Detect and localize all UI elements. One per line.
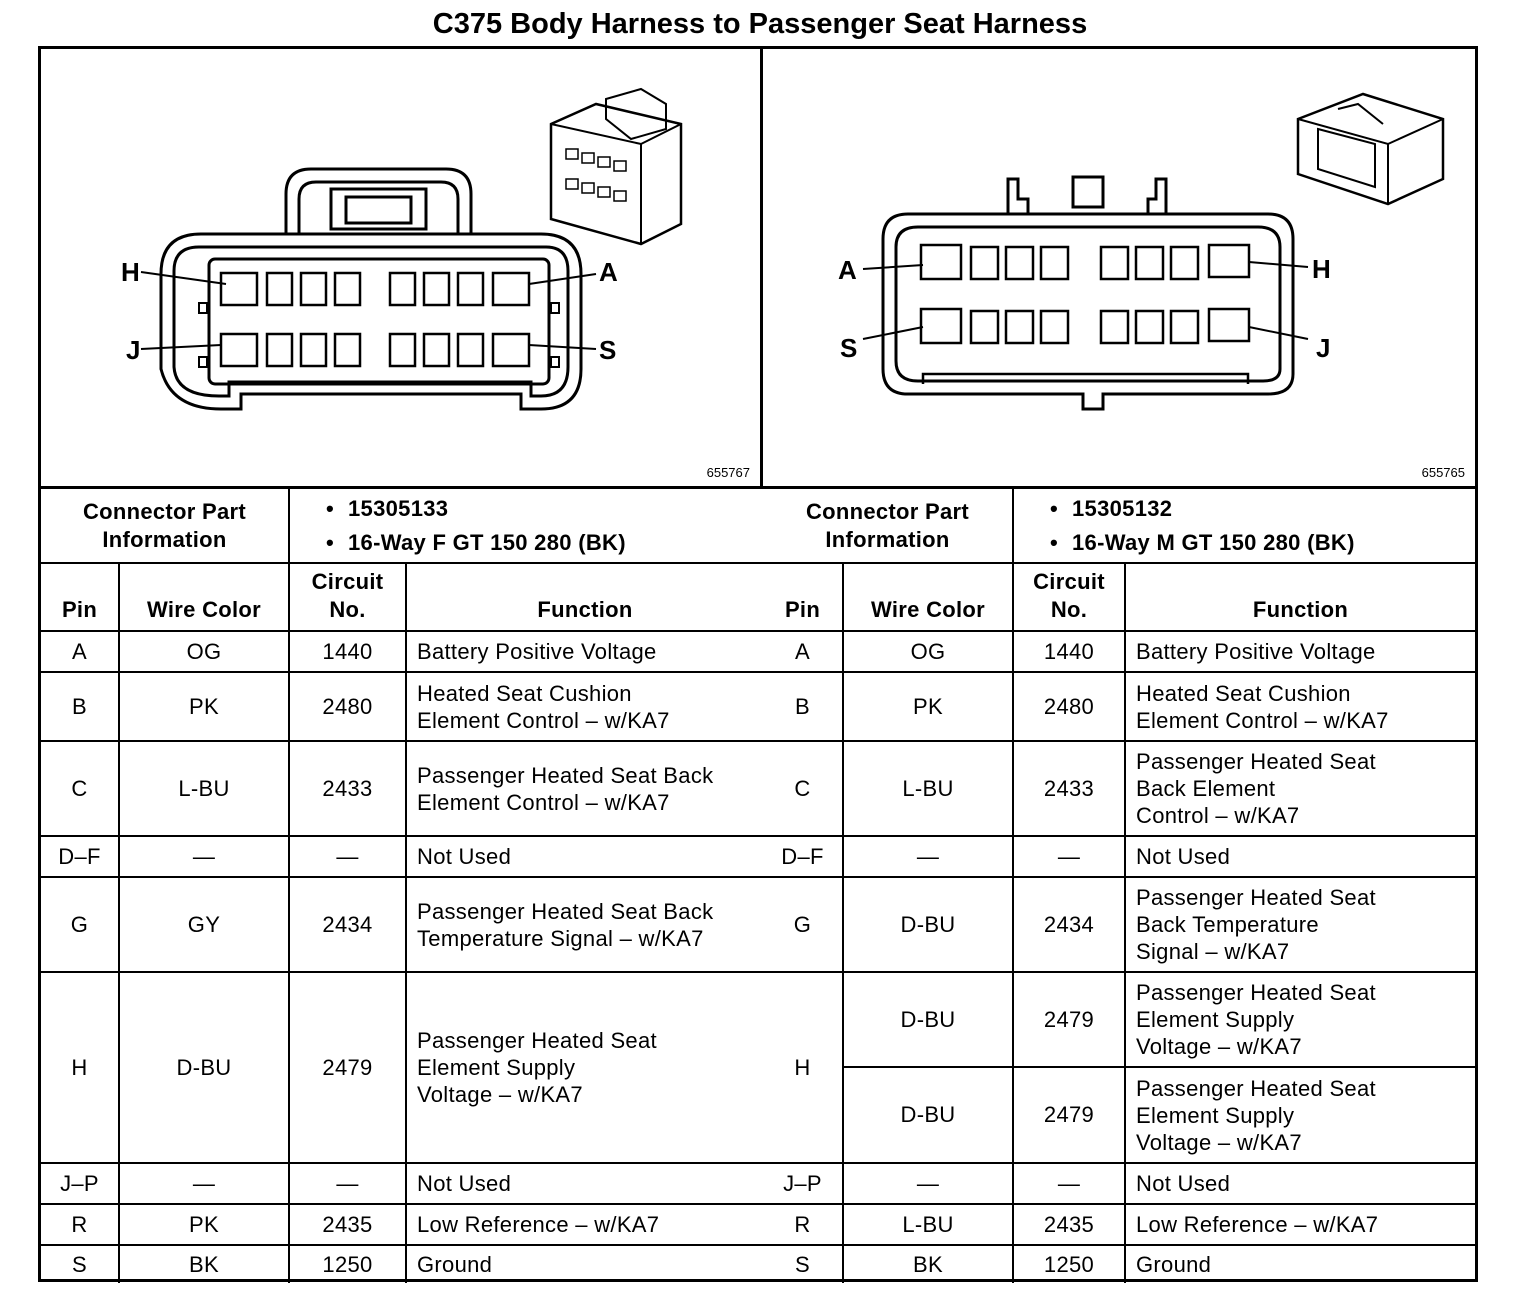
left-pinout-table [41,489,763,1283]
function-cell: Ground [1125,1245,1475,1283]
left-connector-diagram [41,49,763,489]
circuit-cell: 2479 [289,972,406,1163]
circuit-cell: 2434 [1013,877,1125,972]
function-cell: Passenger Heated Seat Back Temperature Signal – w/KA7 [1125,877,1475,972]
header-wire-color: Wire Color [843,563,1013,631]
table-row [41,1204,763,1245]
table-row [41,672,763,741]
header-function: Function [1125,563,1475,631]
pin-cell: G [41,877,119,972]
circuit-cell: 2433 [289,741,406,836]
function-cell: Battery Positive Voltage [1125,631,1475,672]
circuit-cell: — [1013,1163,1125,1204]
circuit-cell: — [289,836,406,877]
pin-label-j: J [126,335,141,365]
pin-cell: G [763,877,843,972]
circuit-cell: — [289,1163,406,1204]
wire-color-cell: — [843,1163,1013,1204]
function-cell: Not Used [1125,836,1475,877]
figure-number: 655765 [1421,465,1465,480]
pin-cell: C [763,741,843,836]
wire-color-cell: PK [119,1204,289,1245]
part-number: • 15305132 [1050,492,1471,526]
circuit-cell: 2479 [1013,972,1125,1067]
pin-label-a: A [838,255,857,285]
table-row [41,877,763,972]
header-row [763,563,1475,631]
header-row [41,563,763,631]
table-row [763,972,1475,1067]
wire-color-cell: PK [119,672,289,741]
female-connector-drawing [41,49,763,489]
pin-cell: D–F [763,836,843,877]
wire-color-cell: L-BU [119,741,289,836]
connector-info-row [41,489,763,563]
header-wire-color: Wire Color [119,563,289,631]
circuit-cell: 2435 [1013,1204,1125,1245]
connector-document [38,46,1478,1282]
connector-part-info [289,489,763,563]
circuit-cell: 2435 [289,1204,406,1245]
part-number: • 15305133 [326,492,759,526]
wire-color-cell: BK [119,1245,289,1283]
wire-color-cell: D-BU [843,877,1013,972]
function-cell: Heated Seat Cushion Element Control – w/KA7 [1125,672,1475,741]
header-pin: Pin [41,563,119,631]
circuit-cell: 1440 [289,631,406,672]
pin-cell: H [763,972,843,1163]
pin-cell: A [763,631,843,672]
function-cell: Battery Positive Voltage [406,631,763,672]
pin-cell: R [763,1204,843,1245]
table-row [763,836,1475,877]
part-description: • 16-Way M GT 150 280 (BK) [1050,526,1471,560]
header-function: Function [406,563,763,631]
wire-color-cell: — [119,1163,289,1204]
pin-cell: C [41,741,119,836]
pin-cell: B [41,672,119,741]
table-row [763,672,1475,741]
pin-label-h: H [1312,254,1331,284]
function-cell: Passenger Heated Seat Back Temperature Signal – w/KA7 [406,877,763,972]
table-row [41,972,763,1163]
wire-color-cell: — [119,836,289,877]
wire-color-cell: L-BU [843,741,1013,836]
circuit-cell: 2479 [1013,1067,1125,1163]
wire-color-cell: GY [119,877,289,972]
wire-color-cell: BK [843,1245,1013,1283]
circuit-cell: 2480 [1013,672,1125,741]
pin-cell: S [41,1245,119,1283]
function-cell: Passenger Heated Seat Back Element Control – w/KA7 [406,741,763,836]
right-connector-diagram [763,49,1475,489]
function-cell: Ground [406,1245,763,1283]
table-row [763,1204,1475,1245]
function-cell: Not Used [406,1163,763,1204]
table-row [763,1163,1475,1204]
pin-cell: R [41,1204,119,1245]
pin-cell: J–P [763,1163,843,1204]
wire-color-cell: L-BU [843,1204,1013,1245]
table-row [41,1163,763,1204]
pin-label-s: S [599,335,617,365]
connector-part-info-label: Connector Part Information [41,489,289,563]
header-circuit-no: Circuit No. [289,563,406,631]
pin-cell: J–P [41,1163,119,1204]
header-circuit-no: Circuit No. [1013,563,1125,631]
table-row [41,1245,763,1283]
connector-part-info [1013,489,1475,563]
function-cell: Low Reference – w/KA7 [406,1204,763,1245]
pin-label-s: S [840,333,858,363]
table-row [41,631,763,672]
function-cell: Passenger Heated Seat Back Element Control – w/KA7 [1125,741,1475,836]
circuit-cell: 2480 [289,672,406,741]
table-row [763,741,1475,836]
wire-color-cell: D-BU [843,1067,1013,1163]
table-row [763,631,1475,672]
pin-cell: D–F [41,836,119,877]
function-cell: Low Reference – w/KA7 [1125,1204,1475,1245]
connector-info-row [763,489,1475,563]
male-connector-drawing [763,49,1475,489]
function-cell: Not Used [1125,1163,1475,1204]
pin-label-a: A [599,257,618,287]
circuit-cell: 1250 [289,1245,406,1283]
wire-color-cell: OG [119,631,289,672]
function-cell: Passenger Heated Seat Element Supply Voltage – w/KA7 [1125,1067,1475,1163]
circuit-cell: — [1013,836,1125,877]
table-row [763,1067,1475,1163]
pin-label-j: J [1316,333,1331,363]
circuit-cell: 1440 [1013,631,1125,672]
pin-label-h: H [121,257,140,287]
wire-color-cell: D-BU [843,972,1013,1067]
pin-cell: S [763,1245,843,1283]
table-row [763,1245,1475,1283]
table-row [763,877,1475,972]
wire-color-cell: OG [843,631,1013,672]
wire-color-cell: PK [843,672,1013,741]
table-row [41,741,763,836]
function-cell: Not Used [406,836,763,877]
function-cell: Passenger Heated Seat Element Supply Voltage – w/KA7 [1125,972,1475,1067]
table-row [41,836,763,877]
pin-cell: H [41,972,119,1163]
circuit-cell: 2433 [1013,741,1125,836]
wire-color-cell: D-BU [119,972,289,1163]
right-pinout-table [763,489,1475,1283]
connector-part-info-label: Connector Part Information [763,489,1013,563]
header-pin: Pin [763,563,843,631]
figure-number: 655767 [706,465,750,480]
function-cell: Passenger Heated Seat Element Supply Voltage – w/KA7 [406,972,763,1163]
pin-cell: B [763,672,843,741]
page-title: C375 Body Harness to Passenger Seat Harness [432,8,1088,40]
pin-cell: A [41,631,119,672]
wire-color-cell: — [843,836,1013,877]
circuit-cell: 1250 [1013,1245,1125,1283]
function-cell: Heated Seat Cushion Element Control – w/KA7 [406,672,763,741]
circuit-cell: 2434 [289,877,406,972]
part-description: • 16-Way F GT 150 280 (BK) [326,526,759,560]
